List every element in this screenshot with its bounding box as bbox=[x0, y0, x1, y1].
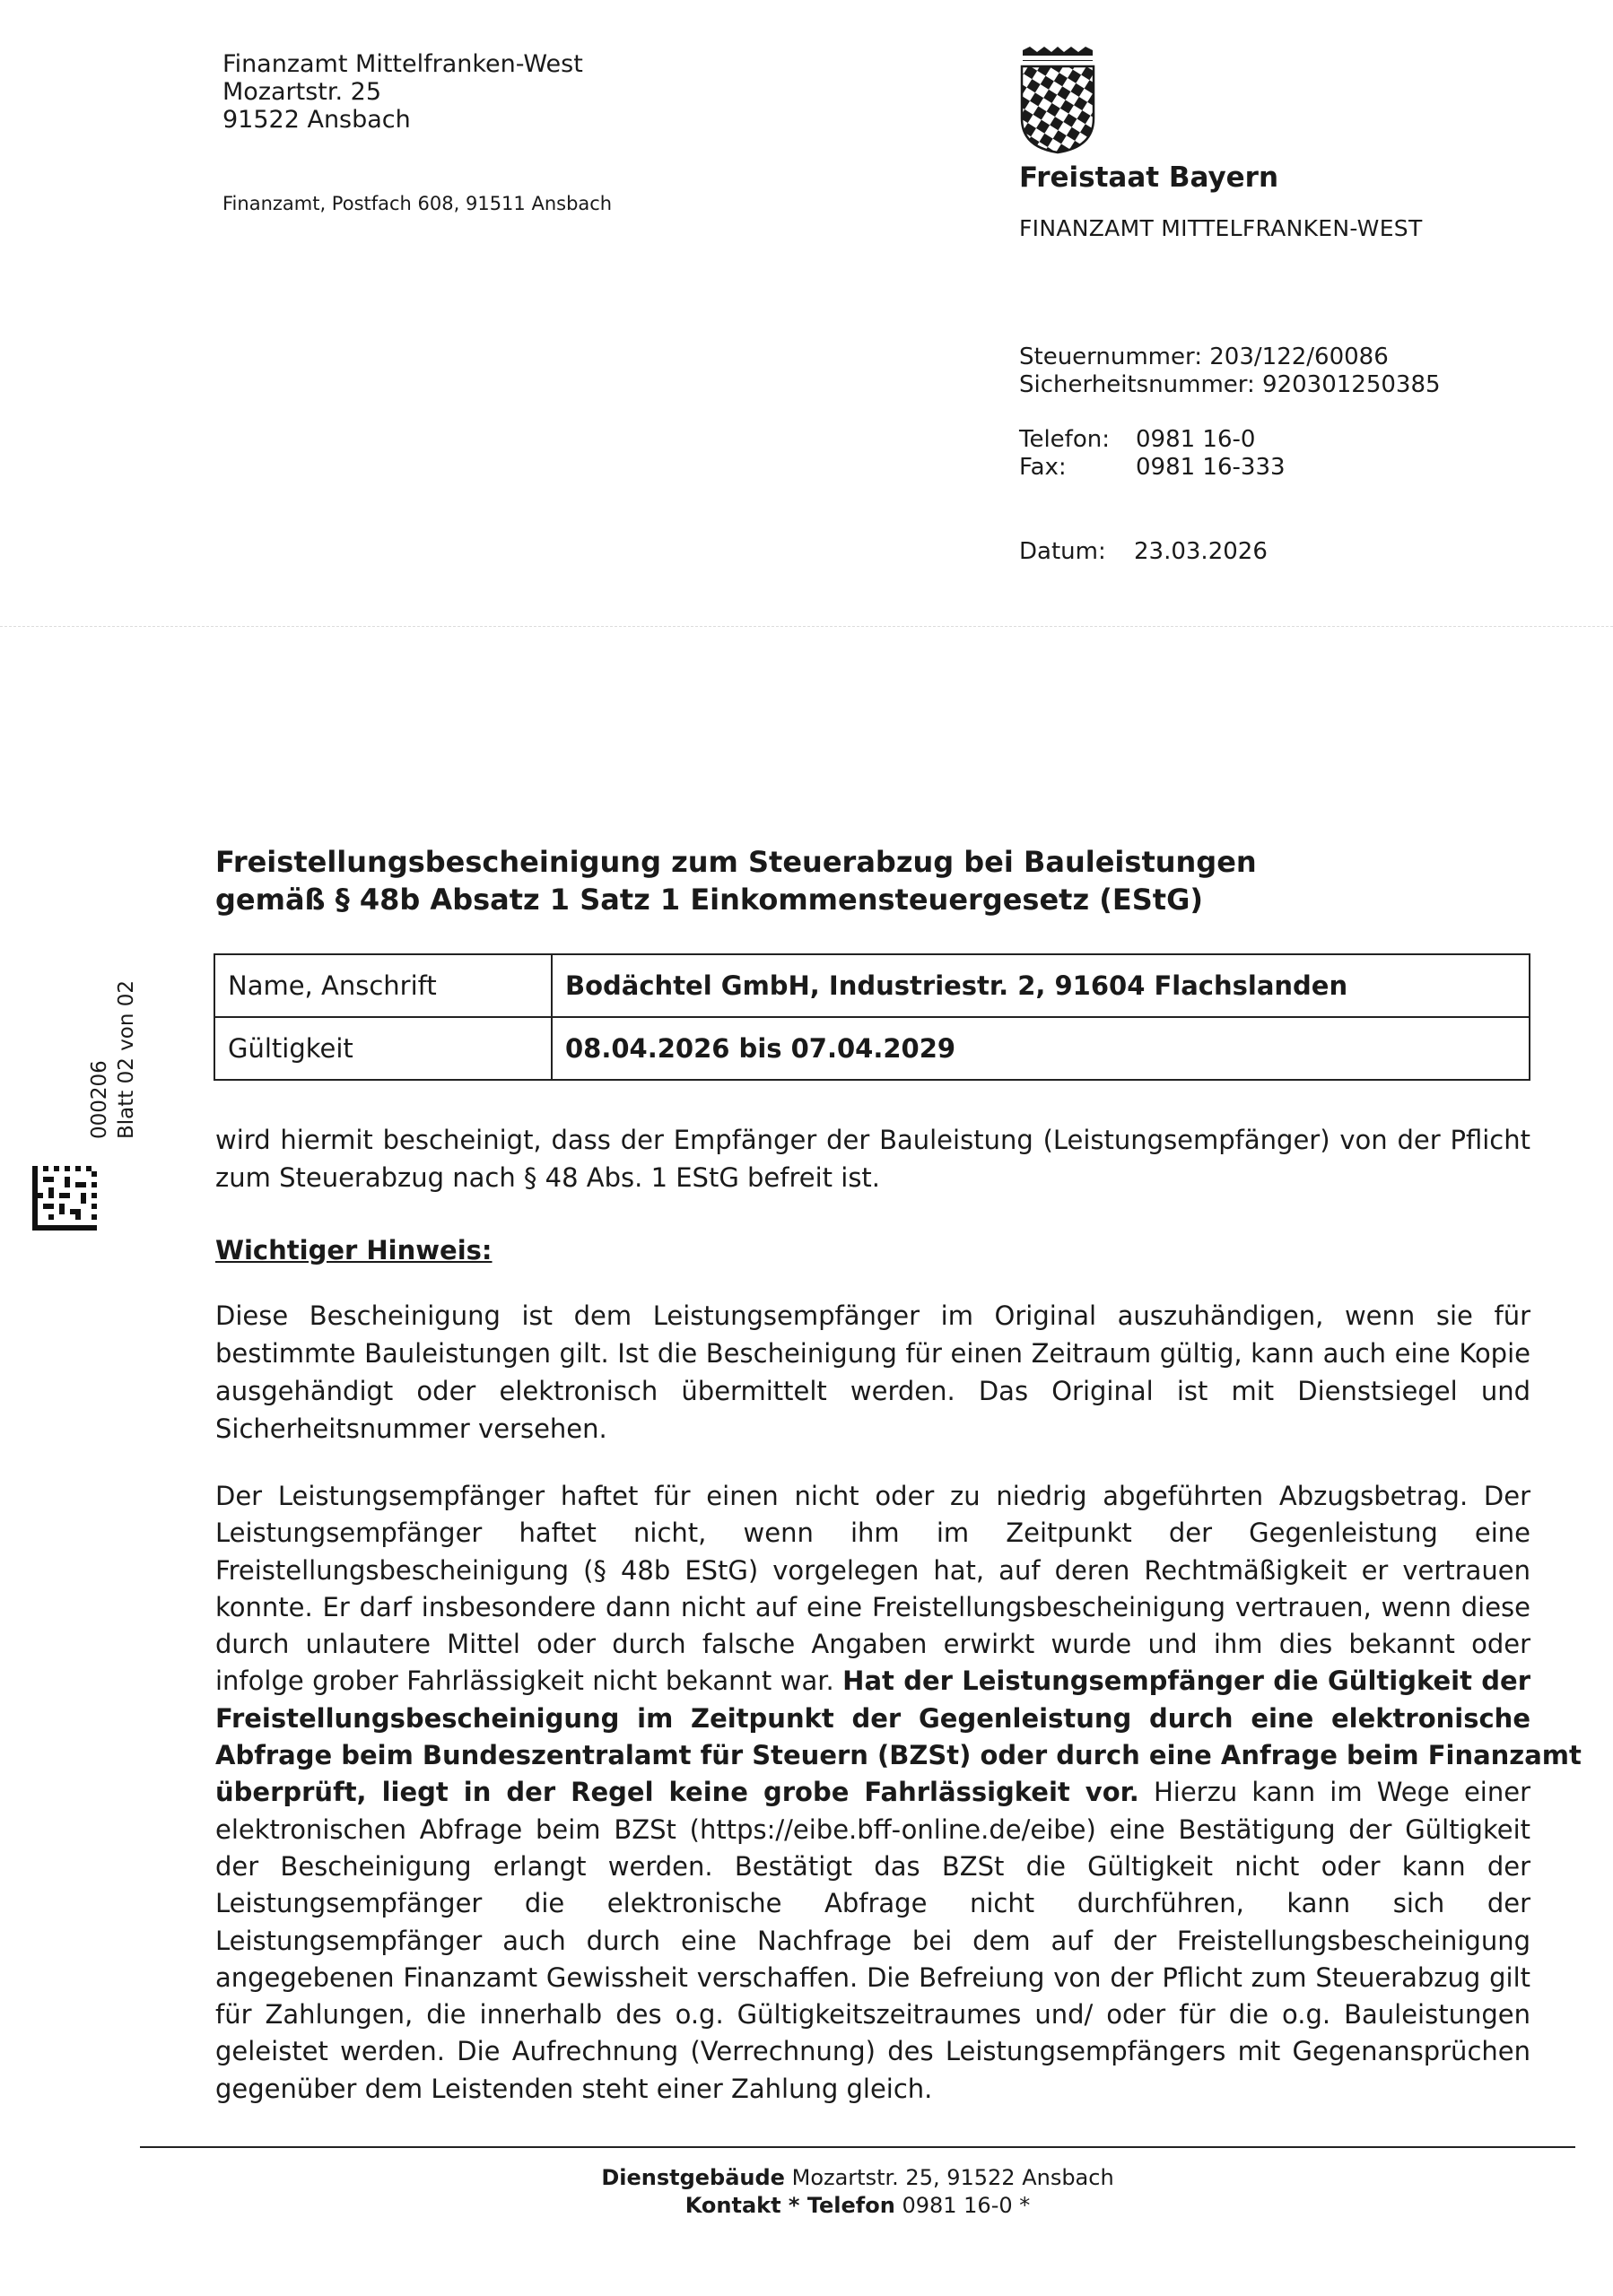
emphasis-run: überprüft, liegt in der Regel keine grobe Fahrlässigkeit vor. bbox=[215, 1777, 1139, 1808]
paragraph-line: Freistellungsbescheinigung (§ 48b EStG) vorgelegen hat, auf deren Rechtmäßigkeit er vertrauen bbox=[215, 1554, 1530, 1586]
paragraph-line bbox=[215, 1663, 1530, 1700]
text-run: infolge grober Fahrlässigkeit nicht bekannt war. bbox=[215, 1665, 834, 1697]
sender-street: Mozartstr. 25 bbox=[222, 78, 382, 106]
sender-address bbox=[222, 50, 583, 134]
return-address: Finanzamt, Postfach 608, 91511 Ansbach bbox=[222, 193, 613, 214]
paragraph-line: der Bescheinigung erlangt werden. Bestätigt das BZSt die Gültigkeit nicht oder kann der bbox=[215, 1850, 1530, 1882]
paragraph-line bbox=[215, 1774, 1530, 1811]
paragraph-line: geleistet werden. Die Aufrechnung (Verrechnung) des Leistungsempfängers mit Gegenansprüchen bbox=[215, 2036, 1530, 2067]
state-name: Freistaat Bayern bbox=[1019, 161, 1279, 194]
paragraph-line: gegenüber dem Leistenden steht einer Zahlung gleich. bbox=[215, 2073, 933, 2104]
table-row bbox=[214, 954, 1530, 1017]
notice-paragraph-1 bbox=[215, 1297, 1530, 1448]
title-line-2: gemäß § 48b Absatz 1 Satz 1 Einkommensteuergesetz (EStG) bbox=[215, 883, 1203, 917]
paragraph-line: angegebenen Finanzamt Gewissheit verschaffen. Die Befreiung von der Pflicht zum Steuerabzug gilt bbox=[215, 1961, 1530, 1993]
phone-label: Telefon: bbox=[1019, 426, 1110, 453]
paragraph-line: für Zahlungen, die innerhalb des o.g. Gültigkeitszeitraumes und/ oder für die o.g. Bauleistungen bbox=[215, 1999, 1530, 2031]
date-row bbox=[1019, 538, 1268, 565]
title-line-1: Freistellungsbescheinigung zum Steuerabzug bei Bauleistungen bbox=[215, 845, 1257, 879]
footer-contact bbox=[140, 2192, 1575, 2220]
phone-row bbox=[1019, 426, 1286, 454]
fax-value: 0981 16-333 bbox=[1136, 454, 1286, 481]
paragraph-line: wird hiermit bescheinigt, dass der Empfänger der Bauleistung (Leistungsempfänger) von der Pflicht bbox=[215, 1125, 1530, 1155]
bavarian-coat-of-arms-icon bbox=[1017, 47, 1098, 154]
side-margin-code bbox=[86, 980, 140, 1139]
validity-value: 08.04.2026 bis 07.04.2029 bbox=[552, 1017, 1530, 1080]
tax-number: Steuernummer: 203/122/60086 bbox=[1019, 344, 1389, 370]
fold-mark bbox=[0, 626, 1613, 627]
paragraph-line: Leistungsempfänger haftet nicht, wenn ihm im Zeitpunkt der Gegenleistung eine bbox=[215, 1518, 1530, 1549]
footer-building bbox=[140, 2164, 1575, 2192]
identifiers bbox=[1019, 344, 1441, 399]
paragraph-line: Leistungsempfänger auch durch eine Nachfrage bei dem auf der Freistellungsbescheinigung bbox=[215, 1925, 1530, 1956]
footer-divider bbox=[140, 2146, 1575, 2148]
date-label: Datum: bbox=[1019, 538, 1106, 565]
contact-block bbox=[1019, 426, 1286, 482]
contact-value: 0981 16-0 * bbox=[902, 2193, 1031, 2218]
security-number: Sicherheitsnummer: 920301250385 bbox=[1019, 371, 1441, 398]
paragraph-line: Diese Bescheinigung ist dem Leistungsempfänger im Original auszuhändigen, wenn sie für bbox=[215, 1300, 1530, 1331]
document-code: 000206 bbox=[88, 1060, 111, 1139]
document-title bbox=[215, 843, 1257, 918]
table-row bbox=[214, 1017, 1530, 1080]
paragraph-line: Leistungsempfänger die elektronische Abfrage nicht durchführen, kann sich der bbox=[215, 1888, 1530, 1919]
certificate-details-table bbox=[214, 953, 1530, 1081]
building-label: Dienstgebäude bbox=[601, 2165, 785, 2190]
paragraph-line: bestimmte Bauleistungen gilt. Ist die Bescheinigung für einen Zeitraum gültig, kann auch eine Kopie bbox=[215, 1338, 1530, 1369]
sender-city: 91522 Ansbach bbox=[222, 106, 411, 134]
paragraph-line: elektronischen Abfrage beim BZSt (https://eibe.bff-online.de/eibe) eine Bestätigung der Gültigkeit bbox=[215, 1813, 1530, 1845]
paragraph-line: Freistellungsbescheinigung im Zeitpunkt der Gegenleistung durch eine elektronische bbox=[215, 1702, 1530, 1734]
paragraph-line: Sicherheitsnummer versehen. bbox=[215, 1413, 607, 1444]
contact-label: Kontakt * Telefon bbox=[684, 2193, 895, 2218]
phone-value: 0981 16-0 bbox=[1136, 426, 1256, 453]
validity-label: Gültigkeit bbox=[214, 1017, 552, 1080]
emphasis-run: Hat der Leistungsempfänger die Gültigkeit der bbox=[842, 1665, 1530, 1697]
paragraph-line: konnte. Er darf insbesondere dann nicht auf eine Freistellungsbescheinigung vertrauen, wenn diese bbox=[215, 1591, 1530, 1622]
paragraph-line: Der Leistungsempfänger haftet für einen nicht oder zu niedrig abgeführten Abzugsbetrag. Der bbox=[215, 1481, 1530, 1511]
paragraph-line: ausgehändigt oder elektronisch übermittelt werden. Das Original ist mit Dienstsiegel und bbox=[215, 1376, 1530, 1406]
datamatrix-code-icon bbox=[32, 1166, 97, 1231]
notice-paragraph-2 bbox=[215, 1478, 1582, 2108]
recipient-label: Name, Anschrift bbox=[214, 954, 552, 1017]
fax-row bbox=[1019, 454, 1286, 482]
paragraph-line: durch unlautere Mittel oder durch falsche Angaben erwirkt wurde und ihm dies bekannt oder bbox=[215, 1629, 1530, 1660]
text-run: Hierzu kann im Wege einer bbox=[1153, 1777, 1531, 1808]
date-value: 23.03.2026 bbox=[1134, 538, 1268, 565]
office-name: FINANZAMT MITTELFRANKEN-WEST bbox=[1019, 215, 1423, 241]
sheet-number: Blatt 02 von 02 bbox=[115, 979, 138, 1139]
building-address: Mozartstr. 25, 91522 Ansbach bbox=[791, 2165, 1114, 2190]
paragraph-line: zum Steuerabzug nach § 48 Abs. 1 EStG befreit ist. bbox=[215, 1162, 881, 1193]
sender-name: Finanzamt Mittelfranken-West bbox=[222, 50, 583, 78]
recipient-value: Bodächtel GmbH, Industriestr. 2, 91604 Flachslanden bbox=[552, 954, 1530, 1017]
exemption-statement bbox=[215, 1121, 1530, 1196]
notice-heading: Wichtiger Hinweis: bbox=[215, 1235, 493, 1265]
paragraph-line: Abfrage beim Bundeszentralamt für Steuern (BZSt) oder durch eine Anfrage beim Finanzamt bbox=[215, 1740, 1582, 1771]
footer bbox=[140, 2164, 1575, 2220]
fax-label: Fax: bbox=[1019, 454, 1067, 481]
